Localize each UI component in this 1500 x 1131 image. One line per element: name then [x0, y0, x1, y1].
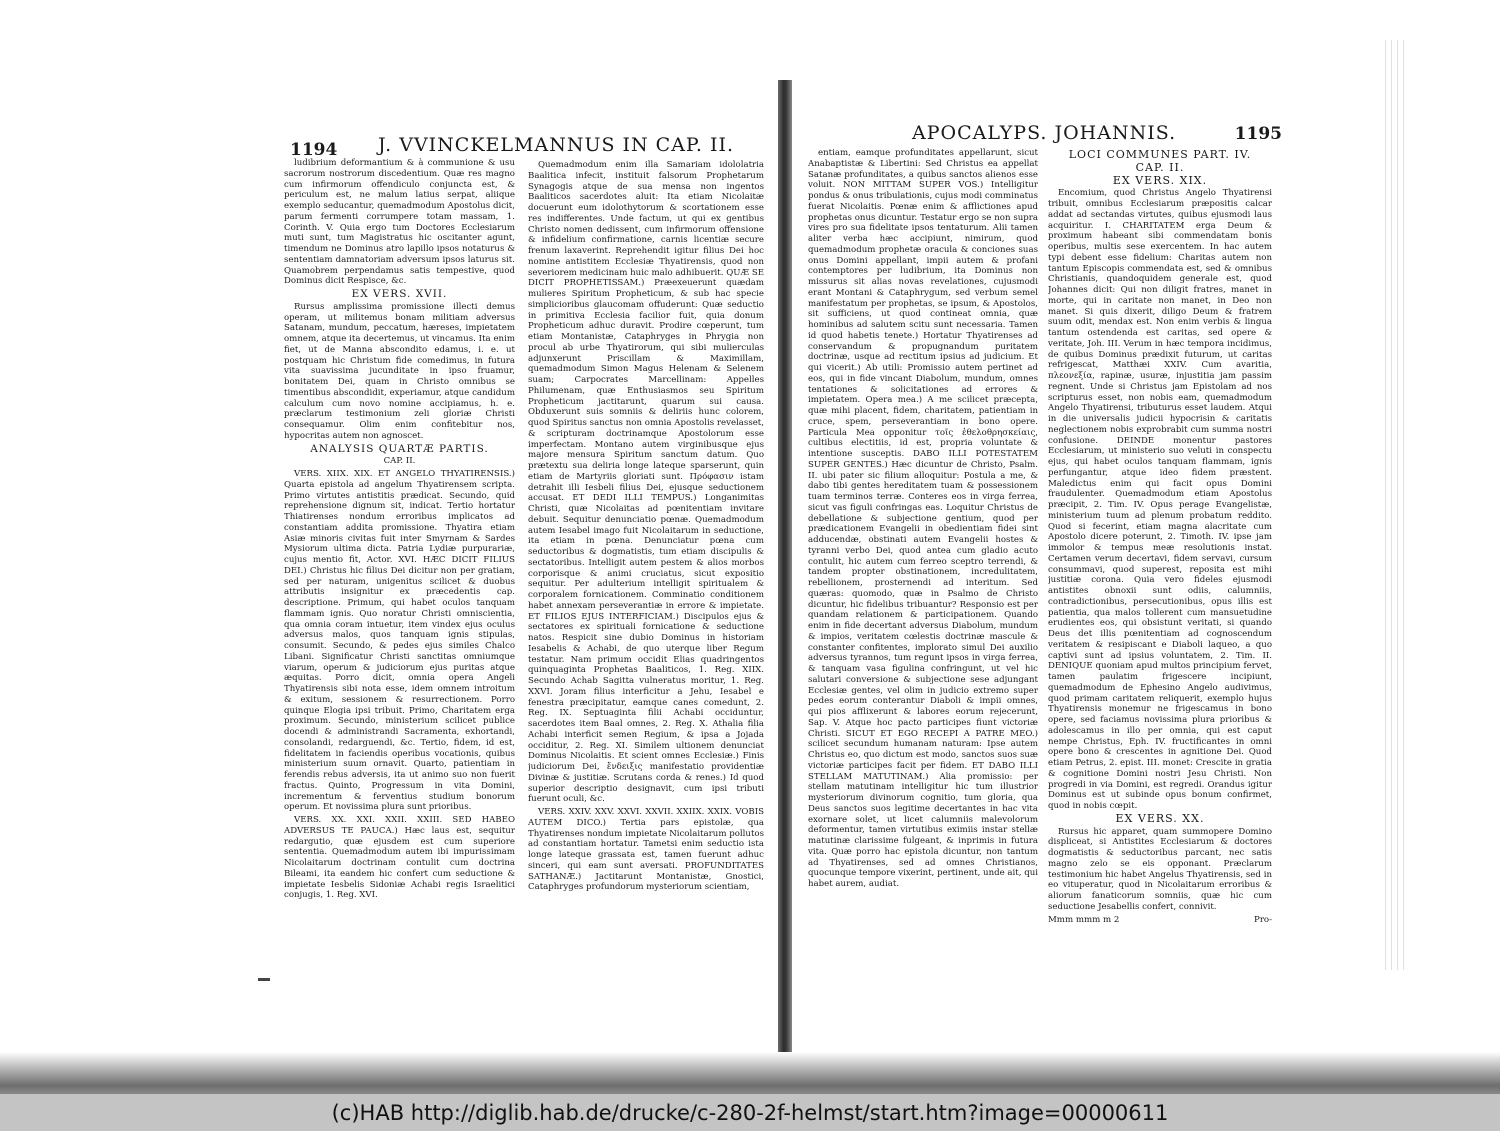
- right-page-title: APOCALYPS. JOHANNIS.: [912, 122, 1177, 144]
- right-column-2: [1048, 148, 1272, 978]
- left-page: [278, 110, 768, 1010]
- left-col1-heading-analysis: ANALYSIS QUARTÆ PARTIS.: [310, 442, 489, 455]
- signature-row: [1048, 915, 1272, 926]
- right-col2-heading-ex-vers-20: EX VERS. XX.: [1115, 811, 1205, 825]
- left-column-2: [528, 160, 764, 990]
- book-gutter: [778, 80, 792, 1065]
- left-page-title: J. VVINCKELMANNUS IN CAP. II.: [378, 134, 734, 156]
- right-page: [800, 110, 1282, 1010]
- right-column-1: [808, 148, 1038, 978]
- left-col1-paragraph-4: VERS. XX. XXI. XXII. XXIII. SED HABEO ADVERSUS TE PAUCA.) Hæc laus est, sequitur redargutio, quæ ejusdem est cum superiore sententia. Quemadmodum autem ibi impurissimam Nicolaitarum doctrinam contulit cum doctrina Bileami, ita eandem hic confert cum seductione & impietate Iesbelis Sidoniæ Achabi regis Israelitici conjugis, 1. Reg. XVI.: [284, 815, 515, 901]
- left-page-number: 1194: [290, 140, 338, 160]
- signature-mark: Mmm mmm m 2: [1048, 914, 1120, 925]
- left-col2-paragraph-2: VERS. XXIV. XXV. XXVI. XXVII. XXIIX. XXIX. VOBIS AUTEM DICO.) Tertia pars epistolæ, qua Thyatirenses nondum impietate Nicolaitarum pollutos ad constantiam hortatur. Tametsi enim seductio ista longe lateque grassata est, tamen fuerunt adhuc sinceri, qui eam sunt aversati. PROFUNDITATES SATHANÆ.) Jactitarunt Montanistæ, Gnostici, Cataphryges profundorum mysteriorum scientiam,: [528, 807, 764, 893]
- right-col2-heading-cap: CAP. II.: [1135, 160, 1185, 174]
- right-col2-paragraph-1: Encomium, quod Christus Angelo Thyatirensi tribuit, omnibus Ecclesiarum præpositis calcar addat ad sectandas virtutes, quibus ejusmodi laus acquiritur. I. CHARITATEM erga Deum & proximum habeant sibi commendatam bonis operibus, multis sese exercentem. In hac autem typi debent esse fidelium: Charitas autem non tantum Episcopis commendata est, sed & omnibus Christianis, quandoquidem generale est, quod Johannes dicit: Qui non diligit fratres, manet in morte, qui in caritate non manet, in Deo non manet. Si quis dixerit, diligo Deum & fratrem suum odit, mendax est. Non enim verbis & lingua tantum ostendenda est caritas, sed opere & veritate, Joh. III. Verum in hæc tempora incidimus, de quibus Dominus prædixit futurum, ut caritas refrigescat, Matthæi XXIV. Cum avaritia, πλεονεξία, rapinæ, usuræ, injustitia jam passim regnent. Unde si Christus jam Epistolam ad nos scripturus esset, non nobis eam, quemadmodum Angelo Thyatirensi, tributurus esset laudem. Atqui in die universalis judicii hypocrisin & caritatis neglectionem nobis exprobrabit cum summa nostri confusione. DEINDE monentur pastores Ecclesiarum, ut ministerio suo veluti in conspectu ejus, qui habet oculos tanquam flammam, ignis perfungantur, atque ideo fidem præstent. Maledictus enim qui facit opus Domini fraudulenter. Quemadmodum etiam Apostolus præcipit, 2. Tim. IV. Opus perage Evangelistæ, ministerium tuum ad plenum probatum reddito. Quod si fecerint, etiam magna alacritate cum Apostolo dicere poterunt, 2. Timoth. IV. ipse jam immolor & tempus meæ resolutionis instat. Certamen verum decertavi, fidem servavi, cursum consummavi, quod superest, reposita est mihi justitiæ corona. Quia vero fideles ejusmodi antistites obnoxii sunt odiis, calumniis, contradictionibus, persecutionibus, opus illis est patientia, qua malos tollerent cum mansuetudine erudientes eos, qui obsistunt veritati, si quando Deus det illis pœnitentiam ad cognoscendum veritatem & resipiscant e Diaboli laqueo, a quo captivi sunt ad ipsius voluntatem, 2. Tim. II. DENIQUE quoniam apud multos principium fervet, tamen paulatim frigescere incipiunt, quemadmodum de Ephesino Angelo audivimus, quod primam caritatem reliquerit, exemplo hujus Thyatirensis monemur ne frigescamus in bono opere, sed faciamus novissima plura prioribus & adolescamus in illo per omnia, qui est caput nempe Christus, Eph. IV. fructificantes in omni opere bono & crescentes in agnitione Dei. Quod etiam Petrus, 2. epist. III. monet: Crescite in gratia & cognitione Domini nostri Jesu Christi. Non progredi in via Domini, est regredi. Orandus igitur Dominus est ut subinde opus bonum confirmet, quod in nobis cœpit.: [1048, 188, 1272, 811]
- left-running-head: [278, 118, 768, 160]
- right-running-head: [800, 118, 1282, 152]
- left-column-1: [284, 158, 515, 988]
- left-col1-heading-ex-vers-17: EX VERS. XVII.: [351, 288, 448, 300]
- right-col2-paragraph-2: Rursus hic apparet, quam summopere Domino displiceat, si Antistites Ecclesiarum & doctores dogmatistis & seductoribus parcant, nec satis magno zelo se eis opponant. Præclarum testimonium hic habet Angelus Thyatirensis, sed in eo vituperatur, quod in Nicolaitarum erroribus & aliorum fanaticorum somniis, quæ hic cum seductione Jesabellis confert, connivit.: [1048, 826, 1272, 912]
- right-col2-heading-ex-vers-19: EX VERS. XIX.: [1112, 173, 1208, 187]
- credit-text: (c)HAB http://diglib.hab.de/drucke/c-280-2f-helmst/start.htm?image=00000611: [331, 1100, 1169, 1125]
- scan-bottom-shadow: [0, 1052, 1500, 1094]
- right-col2-heading-loci: LOCI COMMUNES PART. IV.: [1068, 148, 1252, 161]
- left-col1-paragraph-1: ludibrium deformantium & à communione & usu sacrorum nostrorum discedentium. Quæ res magno cum infirmorum offendiculo conjuncta est, & periculum est, ne malum latius serpat, aliique exemplo seducantur, quemadmodum Apostolus dicit, parum fermenti corrumpere totam massam, 1. Corinth. V. Quia ergo tum Doctores Ecclesiarum muti sunt, tum Magistratus hic oscitanter agunt, timendum ne Dominus atro lapillo ipsos notaturus & sententiam damnatoriam adversum ipsos laturus sit. Quamobrem perpendamus satis tempestive, quod Dominus dicit Respisce, &c.: [284, 158, 515, 287]
- left-col1-heading-cap: CAP. II.: [383, 456, 416, 467]
- left-col2-paragraph-1: Quemadmodum enim illa Samariam idololatria Baalitica infecit, instituit falsorum Prophetarum Synagogis atque de sua mensa non ingentos Baaliticos sacerdotes aluit: Ita etiam Nicolaitæ docuerunt eum idolothytorum & scortationem esse res indifferentes. Unde factum, ut qui ex gentibus Christo nomen dedissent, cum infirmorum offensione & infidelium confirmatione, carnis licentiæ secure frenum laxaverint. Reprehendit igitur filius Dei hoc nomine antistitem Ecclesiæ Thyatirensis, quod non severiorem medicinam huic malo adhibuerit. QUÆ SE DICIT PROPHETISSAM.) Præexeuerunt quædam mulieres Spiritum Propheticum, & sub hac specie simplicioribus glaucomam offuderunt: Quæ seductio in primitiva Ecclesia facilior fuit, quia donum Propheticum adhuc duravit. Prodire cœperunt, tum etiam Montanistæ, Cataphryges in Phrygia non procul ab urbe Thyatirorum, qui sibi mulierculas adjunxerunt Priscillam & Maximillam, quemadmodum Simon Magus Helenam & Selenem suam; Carpocrates Marcellinam: Appelles Philumenam, quæ Enthusiasmos seu Spiritum Propheticum jactitarunt, quarum sui causa. Obduxerunt suis somniis & deliriis hunc colorem, quod Spiritus sanctus non omnia Apostolis revelasset, & scripturam doctrinamque Apostolorum esse imperfectam. Montano autem virginibusque ejus majore mensura Spiritum sanctum datum. Quo prætextu sua deliria longe lateque sparserunt, quin etiam de Martyriis gloriati sunt. Πρόφασιν istam detrahit illi Iesbeli filius Dei, ejusque seductionem accusat. ET DEDI ILLI TEMPUS.) Longanimitas Christi, quæ Nicolaitas ad pœnitentiam invitare debuit. Sequitur denunciatio pœnæ. Quemadmodum autem Iesabel imago fuit Nicolaitarum in seductione, ita etiam in pœna. Denunciatur pœna cum seductoribus & dogmatistis, tum etiam discipulis & sectatoribus. Intelligit autem pestem & alios morbos corporisque & animi cruciatus, sicut expositio sequitur. Per adulterium intelligit spiritualem & corporalem fornicationem. Comminatio conditionem habet annexam perseverantiæ in errore & impietate. ET FILIOS EJUS INTERFICIAM.) Discipulos ejus & sectatores ex spirituali fornicatione & seductione natos. Respicit sine dubio Dominus in historiam Iesabelis & Achabi, de quo uterque liber Regum testatur. Nam primum occidit Elias quadringentos quinquaginta Prophetas Baaliticos, 1. Reg. XIIX. Secundo Achab Sagitta vulneratus moritur, 1. Reg. XXVI. Joram filius interficitur a Jehu, Iesabel e fenestra præcipitatur, eamque canes comedunt, 2. Reg. IX. Septuaginta filii Achabi occiduntur, sacerdotes item Baal omnes, 2. Reg. X. Athalia filia Achabi interficit semen Regium, & ipsa a Jojada occiditur, 2. Reg. XI. Similem ultionem denunciat Dominus Nicolaitis. Et scient omnes Ecclesiæ.) Finis judiciorum Dei, ἔνδειξις manifestatio providentiæ Divinæ & justitiæ. Scrutans corda & renes.) Id quod superior descriptio designavit, cum ipsi tributi fuerunt oculi, &c.: [528, 160, 764, 805]
- right-col1-paragraph-1: entiam, eamque profunditates appellarunt, sicut Anabaptistæ & Libertini: Sed Christus ea appellat Satanæ profunditates, a quibus sanctos alienos esse voluit. NON MITTAM SUPER VOS.) Intelligitur pondus & onus tribulationis, cujus modi comminatus fuerat Nicolaitis. Pœnæ enim & afflictiones apud prophetas onus dicuntur. Testatur ergo se non supra vires pro sua fidelitate ipsos tentaturum. Alii tamen aliter verba hæc accipiunt, nimirum, quod quemadmodum prophetæ oracula & conciones suas onus Domini appellant, impii autem & profani contemptores per ludibrium, ita Dominus non missurus sit alias novas revelationes, cujusmodi erant Montani & Cataphrygum, sed verbum semel manifestatum per prophetas, se ipsum, & Apostolos, sit sufficiens, ut quod contineat omnia, quæ hominibus ad salutem scitu sunt necessaria. Tamen id quod habetis tenete.) Hortatur Thyatirenses ad conservandum & propugnandum puritatem doctrinæ, usque ad rectitum ipsius ad judicium. Et qui vicerit.) Ab utili: Promissio autem pertinet ad eos, qui in fide vincant Diabolum, mundum, omnes tentationes & solicitationes ad errores & impietatem. Opera mea.) A me scilicet præcepta, quæ mihi placent, fidem, charitatem, patientiam in cruce, spem, perseverantiam in bono opere. Particula Mea opponitur τοῖς ἐθελοθρησκείαις, cultibus electitiis, id est, propria voluntate & intentione susceptis. DABO ILLI POTESTATEM SUPER GENTES.) Hæc dicuntur de Christo, Psalm. II. ubi pater sic filium alloquitur: Postula a me, & dabo tibi gentes hereditatem tuam & possessionem tuam terminos terræ. Conteres eos in virga ferrea, sicut vas figuli confringas eas. Loquitur Christus de debellatione & subjectione gentium, quod per prædicationem Evangelii in obedientiam fidei sint adducendæ, obstinati autem Evangelii hostes & tyranni verbo Dei, quod antea cum gladio acuto contulit, hic autem cum ferreo sceptro terrendi, & tandem propter obstinationem, incredulitatem, rebellionem, prosternendi ad interitum. Sed quæras: quomodo, quæ in Psalmo de Christo dicuntur, hic fidelibus tribuantur? Responsio est per quandam relationem & participationem. Quando enim in fide decertant adversus Diabolum, mundum & impios, veritatem cœlestis doctrinæ mascule & constanter confitentes, implorato simul Dei auxilio adversus tyrannos, tum regunt ipsos in virga ferrea, & tanquam vasa figulina confringunt, ut vel hic salutari conversione & subjectione sese adjungant Ecclesiæ gentes, vel olim in judicio extremo super pedes eorum conterantur Diaboli & impii omnes, qui pios afflixerunt & labores eorum rejecerunt, Sap. V. Atque hoc pacto participes fiunt victoriæ Christi. SICUT ET EGO RECEPI A PATRE MEO.) scilicet secundum humanam naturam: Ipse autem Christus eo, quo dictum est modo, sanctos suos suæ victoriæ participes facit per fidem. ET DABO ILLI STELLAM MATUTINAM.) Alia promissio: per stellam matutinam intelligitur hic tum illustrior mysteriorum divinorum cognitio, tum gloria, qua Deus sanctos suos legitime decertantes in hac vita exornare solet, ut licet calumniis malevolorum deformentur, tamen virtutibus eximiis instar stellæ matutinæ clarissime fulgeant, & inprimis in futura vita. Quæ porro hac epistola dicuntur, non tantum ad Thyatirenses, sed ad omnes Christianos, quocunque tempore vixerint, pertinent, unde ait, qui habet aurem, audiat.: [808, 148, 1038, 889]
- right-page-number: 1195: [1234, 124, 1282, 144]
- scan-speck: [258, 978, 270, 981]
- left-col1-paragraph-3: VERS. XIIX. XIX. ET ANGELO THYATIRENSIS.) Quarta epistola ad angelum Thyatirensem scripta. Primo virtutes antistitis prædicat. Secundo, quid reprehensione dignum sit, indicat. Tertio hortatur Thiatirenses nondum erroribus implicatos ad constantiam addita promissione. Thyatira etiam Asiæ minoris civitas fuit inter Smyrnam & Sardes Mysiorum ultima dicta. Patria Lydiæ purpurariæ, cujus mentio fit, Actor. XVI. HÆC DICIT FILIUS DEI.) Christus hic filius Dei dicitur non per gratiam, sed per naturam, unigenitus scilicet & duobus attributis insignitur ex præcedentis cap. descriptione. Primum, qui habet oculos tanquam flammam ignis. Quo noratur Christi omniscientia, qua omnia coram intuetur, item vindex ejus oculus adversus malos, quos tanquam ignis stipulas, consumit. Secundo, & pedes ejus similes Chalco Libani. Significatur Christi sanctitas omniumque viarum, operum & judiciorum ejus puritas atque æquitas. Porro dicit, omnia opera Angeli Thyatirensis sibi nota esse, idem omnem introitum & exitum, sessionem & resurrectionem. Porro quinque Elogia ipsi tribuit. Primo, Charitatem erga proximum. Secundo, ministerium scilicet publice docendi & administrandi Sacramenta, exhortandi, consolandi, redarguendi, &c. Tertio, fidem, id est, fidelitatem in faciendis operibus vocationis, quibus ministerium suum ornavit. Quarto, patientiam in ferendis rebus adversis, ita ut animo suo non fuerit fractus. Quinto, Progressum in vita Domini, incrementum & ferventius studium bonorum operum. Et novissima plura sunt prioribus.: [284, 469, 515, 813]
- left-col1-paragraph-2: Rursus amplissima promissione illecti demus operam, ut militemus bonam militiam adversus Satanam, mundum, peccatum, hæreses, impietatem omnem, atque ita decertemus, ut vincamus. Ita enim fiet, ut de Manna abscondito edamus, i. e. ut postquam hic Christum fide comedimus, in futura vita suavissima jucunditate in ipso fruamur, bonitatem Dei, quam in Christo omnibus se timentibus abscondidit, experiamur, atque candidum calculum cum novo nomine accipiamus, h. e. præclarum testimonium zeli gloriæ Christi consequamur. Olim enim confitebitur nos, hypocritas autem non agnoscet.: [284, 301, 515, 441]
- catchword: Pro-: [1254, 914, 1272, 925]
- credit-footer: [0, 1094, 1500, 1131]
- page-edges: [1382, 40, 1406, 970]
